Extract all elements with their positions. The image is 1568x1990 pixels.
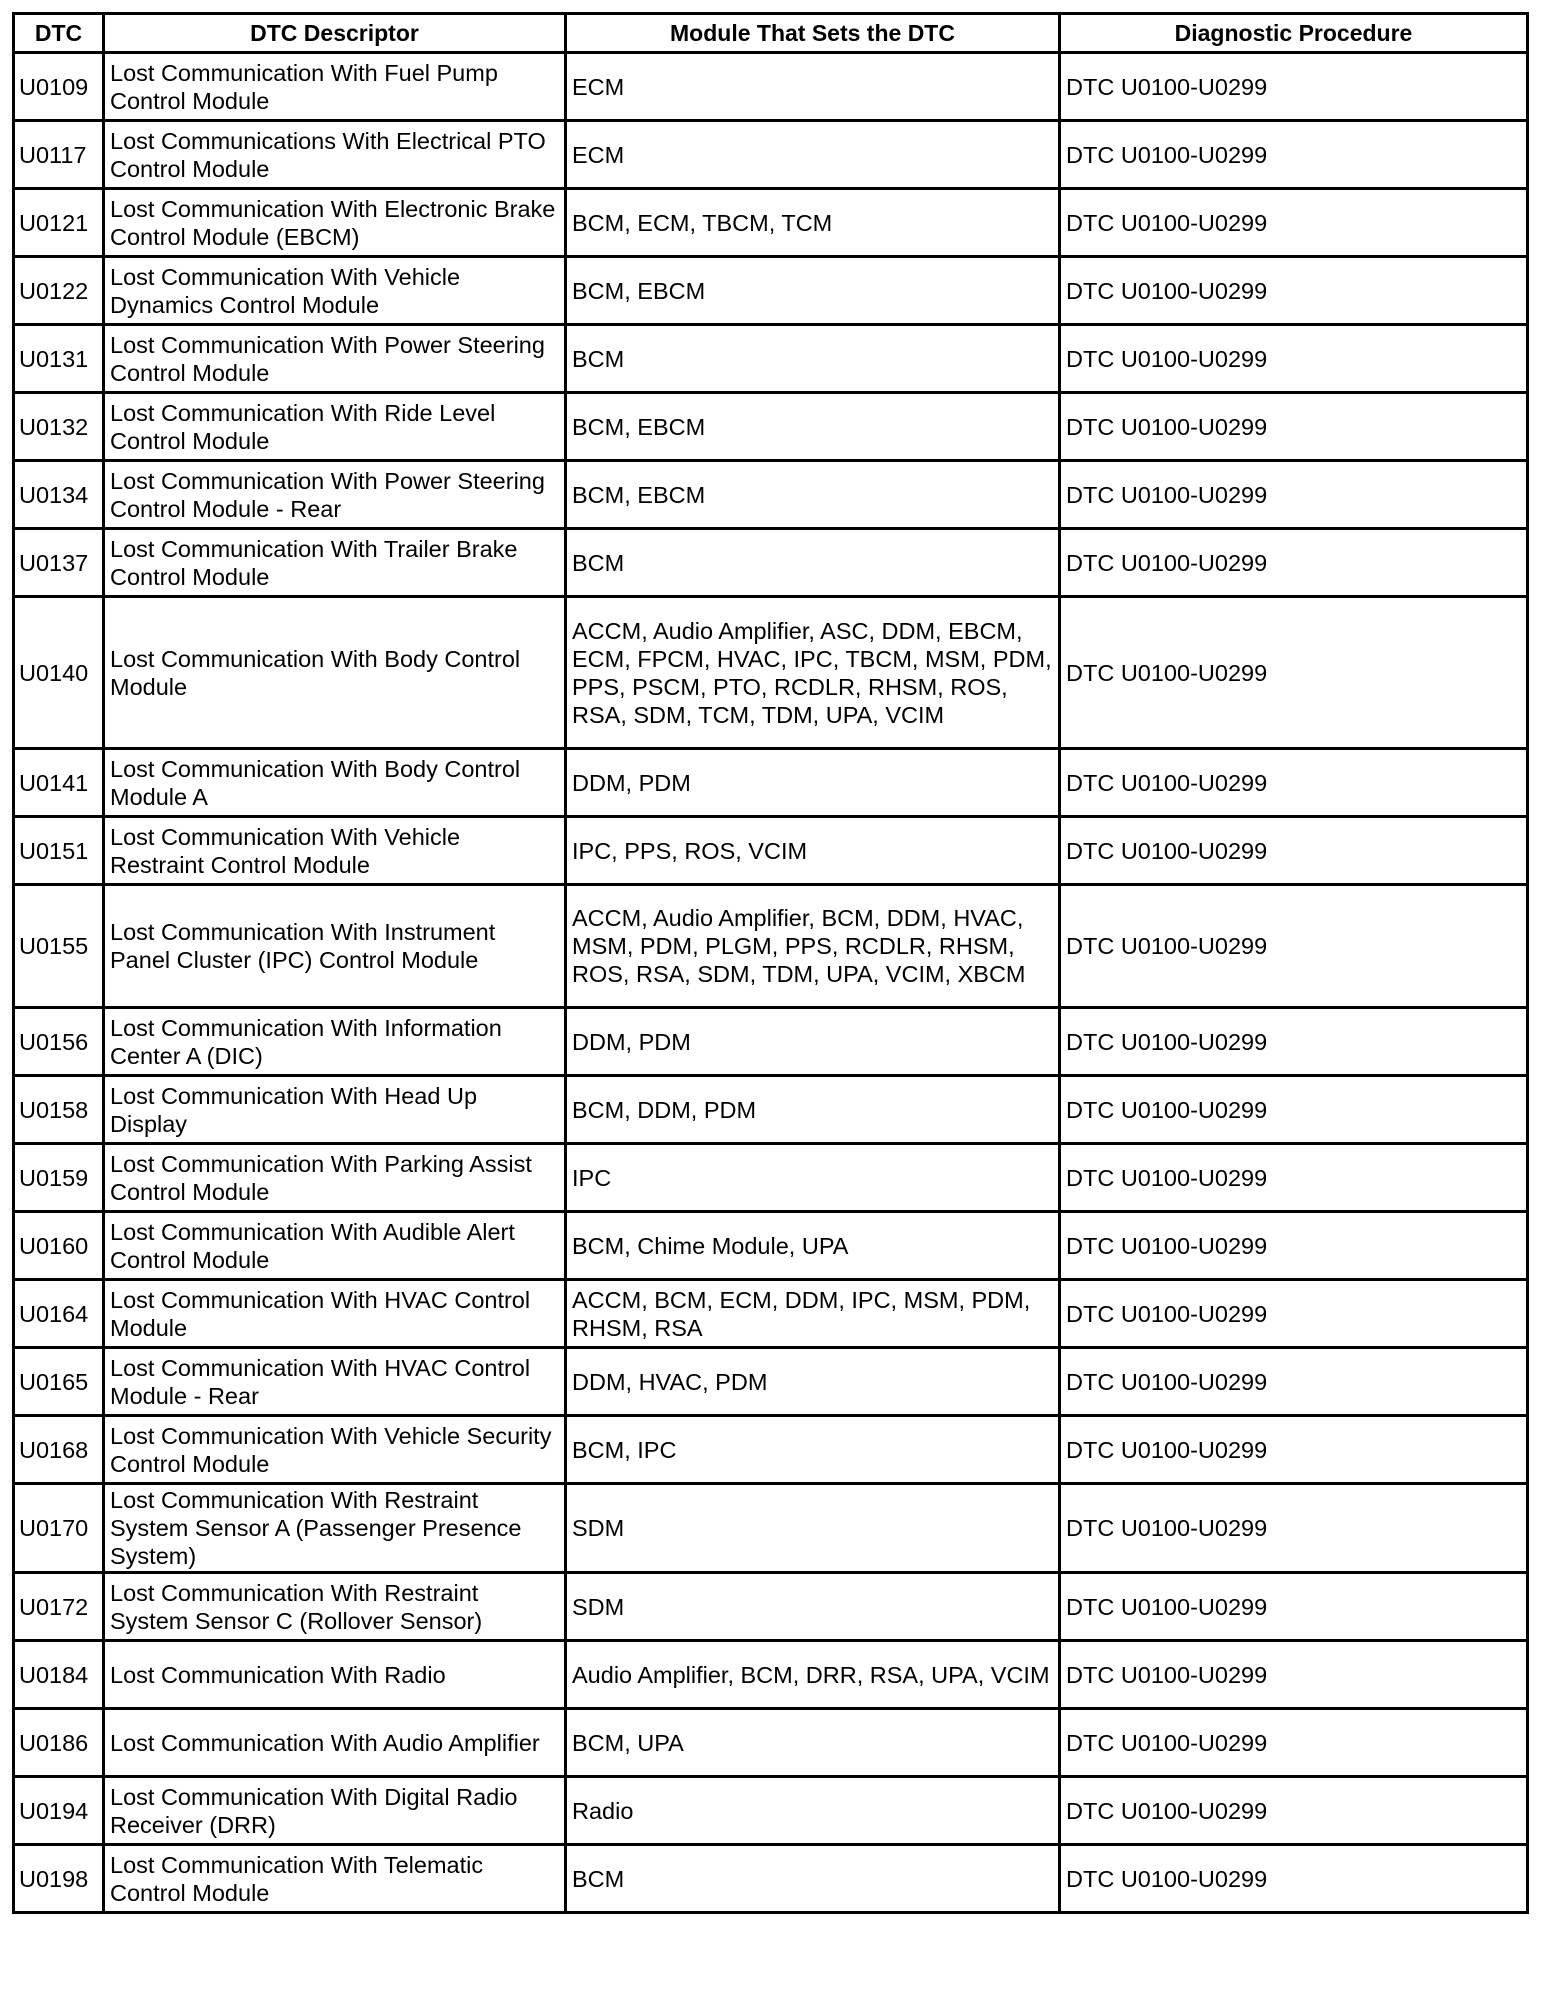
dtc-procedure: DTC U0100-U0299 [1060,1641,1528,1709]
dtc-descriptor: Lost Communication With Vehicle Restraint Control Module [104,817,566,885]
dtc-module: ACCM, BCM, ECM, DDM, IPC, MSM, PDM, RHSM, RSA [566,1280,1060,1348]
dtc-code: U0184 [14,1641,104,1709]
table-row [14,1641,1528,1709]
table-row [14,1709,1528,1777]
dtc-module: SDM [566,1573,1060,1641]
table-row [14,325,1528,393]
header-row [14,14,1528,53]
dtc-module: Audio Amplifier, BCM, DRR, RSA, UPA, VCIM [566,1641,1060,1709]
table-row [14,1484,1528,1573]
dtc-code: U0117 [14,121,104,189]
table-row [14,1416,1528,1484]
dtc-code: U0121 [14,189,104,257]
dtc-descriptor: Lost Communication With Parking Assist Control Module [104,1144,566,1212]
dtc-code: U0159 [14,1144,104,1212]
dtc-descriptor: Lost Communication With Fuel Pump Control Module [104,53,566,121]
dtc-module: BCM, IPC [566,1416,1060,1484]
dtc-descriptor: Lost Communication With Digital Radio Receiver (DRR) [104,1777,566,1845]
dtc-code: U0134 [14,461,104,529]
dtc-procedure: DTC U0100-U0299 [1060,121,1528,189]
dtc-descriptor: Lost Communication With Trailer Brake Control Module [104,529,566,597]
dtc-descriptor: Lost Communication With Restraint System Sensor C (Rollover Sensor) [104,1573,566,1641]
dtc-module: ACCM, Audio Amplifier, BCM, DDM, HVAC, MSM, PDM, PLGM, PPS, RCDLR, RHSM, ROS, RSA, SDM, TDM, UPA, VCIM, XBCM [566,885,1060,1008]
dtc-code: U0186 [14,1709,104,1777]
dtc-table [12,12,1529,1914]
dtc-module: BCM, EBCM [566,257,1060,325]
table-row [14,1076,1528,1144]
dtc-code: U0198 [14,1845,104,1913]
header-procedure: Diagnostic Procedure [1060,14,1528,53]
dtc-module: Radio [566,1777,1060,1845]
dtc-code: U0165 [14,1348,104,1416]
table-row [14,53,1528,121]
dtc-procedure: DTC U0100-U0299 [1060,1076,1528,1144]
dtc-module: ACCM, Audio Amplifier, ASC, DDM, EBCM, ECM, FPCM, HVAC, IPC, TBCM, MSM, PDM, PPS, PSCM, PTO, RCDLR, RHSM, ROS, RSA, SDM, TCM, TDM, UPA, VCIM [566,597,1060,749]
dtc-code: U0160 [14,1212,104,1280]
dtc-descriptor: Lost Communication With Radio [104,1641,566,1709]
table-row [14,749,1528,817]
dtc-module: BCM, EBCM [566,461,1060,529]
table-row [14,1144,1528,1212]
table-row [14,121,1528,189]
dtc-procedure: DTC U0100-U0299 [1060,1484,1528,1573]
dtc-procedure: DTC U0100-U0299 [1060,257,1528,325]
dtc-module: DDM, PDM [566,749,1060,817]
table-row [14,1212,1528,1280]
dtc-descriptor: Lost Communications With Electrical PTO Control Module [104,121,566,189]
dtc-descriptor: Lost Communication With Restraint System Sensor A (Passenger Presence System) [104,1484,566,1573]
dtc-descriptor: Lost Communication With Body Control Module [104,597,566,749]
header-module: Module That Sets the DTC [566,14,1060,53]
header-dtc: DTC [14,14,104,53]
dtc-procedure: DTC U0100-U0299 [1060,1144,1528,1212]
dtc-code: U0156 [14,1008,104,1076]
dtc-procedure: DTC U0100-U0299 [1060,749,1528,817]
dtc-procedure: DTC U0100-U0299 [1060,461,1528,529]
dtc-code: U0141 [14,749,104,817]
table-row [14,885,1528,1008]
dtc-procedure: DTC U0100-U0299 [1060,1212,1528,1280]
table-row [14,461,1528,529]
table-row [14,189,1528,257]
dtc-descriptor: Lost Communication With Ride Level Control Module [104,393,566,461]
dtc-code: U0132 [14,393,104,461]
dtc-module: BCM [566,529,1060,597]
table-row [14,393,1528,461]
header-descriptor: DTC Descriptor [104,14,566,53]
dtc-descriptor: Lost Communication With Audio Amplifier [104,1709,566,1777]
dtc-code: U0131 [14,325,104,393]
dtc-module: DDM, PDM [566,1008,1060,1076]
dtc-code: U0172 [14,1573,104,1641]
dtc-code: U0109 [14,53,104,121]
dtc-code: U0140 [14,597,104,749]
dtc-module: BCM, EBCM [566,393,1060,461]
dtc-procedure: DTC U0100-U0299 [1060,817,1528,885]
table-row [14,1348,1528,1416]
table-row [14,817,1528,885]
dtc-procedure: DTC U0100-U0299 [1060,1280,1528,1348]
dtc-code: U0122 [14,257,104,325]
dtc-code: U0158 [14,1076,104,1144]
dtc-descriptor: Lost Communication With Telematic Control Module [104,1845,566,1913]
dtc-procedure: DTC U0100-U0299 [1060,325,1528,393]
dtc-module: BCM, DDM, PDM [566,1076,1060,1144]
dtc-module: IPC [566,1144,1060,1212]
dtc-descriptor: Lost Communication With Electronic Brake Control Module (EBCM) [104,189,566,257]
dtc-descriptor: Lost Communication With Vehicle Security Control Module [104,1416,566,1484]
table-row [14,1008,1528,1076]
table-row [14,1573,1528,1641]
dtc-code: U0194 [14,1777,104,1845]
table-row [14,1845,1528,1913]
dtc-module: DDM, HVAC, PDM [566,1348,1060,1416]
dtc-code: U0170 [14,1484,104,1573]
table-row [14,597,1528,749]
dtc-descriptor: Lost Communication With Audible Alert Control Module [104,1212,566,1280]
dtc-code: U0155 [14,885,104,1008]
dtc-descriptor: Lost Communication With Vehicle Dynamics Control Module [104,257,566,325]
dtc-descriptor: Lost Communication With Power Steering Control Module - Rear [104,461,566,529]
dtc-code: U0151 [14,817,104,885]
dtc-procedure: DTC U0100-U0299 [1060,597,1528,749]
dtc-module: BCM, UPA [566,1709,1060,1777]
dtc-code: U0168 [14,1416,104,1484]
table-row [14,529,1528,597]
dtc-descriptor: Lost Communication With Information Center A (DIC) [104,1008,566,1076]
dtc-descriptor: Lost Communication With Body Control Module A [104,749,566,817]
dtc-procedure: DTC U0100-U0299 [1060,393,1528,461]
table-row [14,1280,1528,1348]
dtc-module: BCM [566,325,1060,393]
dtc-module: BCM, Chime Module, UPA [566,1212,1060,1280]
dtc-procedure: DTC U0100-U0299 [1060,53,1528,121]
dtc-code: U0137 [14,529,104,597]
dtc-procedure: DTC U0100-U0299 [1060,1709,1528,1777]
dtc-procedure: DTC U0100-U0299 [1060,189,1528,257]
dtc-procedure: DTC U0100-U0299 [1060,1777,1528,1845]
dtc-module: ECM [566,53,1060,121]
dtc-module: ECM [566,121,1060,189]
dtc-procedure: DTC U0100-U0299 [1060,1416,1528,1484]
dtc-procedure: DTC U0100-U0299 [1060,1008,1528,1076]
dtc-procedure: DTC U0100-U0299 [1060,529,1528,597]
dtc-module: BCM [566,1845,1060,1913]
dtc-descriptor: Lost Communication With HVAC Control Module - Rear [104,1348,566,1416]
dtc-procedure: DTC U0100-U0299 [1060,1845,1528,1913]
dtc-procedure: DTC U0100-U0299 [1060,885,1528,1008]
dtc-procedure: DTC U0100-U0299 [1060,1573,1528,1641]
dtc-code: U0164 [14,1280,104,1348]
dtc-descriptor: Lost Communication With Instrument Panel Cluster (IPC) Control Module [104,885,566,1008]
dtc-descriptor: Lost Communication With HVAC Control Module [104,1280,566,1348]
table-row [14,257,1528,325]
dtc-descriptor: Lost Communication With Power Steering Control Module [104,325,566,393]
dtc-descriptor: Lost Communication With Head Up Display [104,1076,566,1144]
dtc-module: IPC, PPS, ROS, VCIM [566,817,1060,885]
dtc-procedure: DTC U0100-U0299 [1060,1348,1528,1416]
dtc-module: BCM, ECM, TBCM, TCM [566,189,1060,257]
table-row [14,1777,1528,1845]
dtc-module: SDM [566,1484,1060,1573]
